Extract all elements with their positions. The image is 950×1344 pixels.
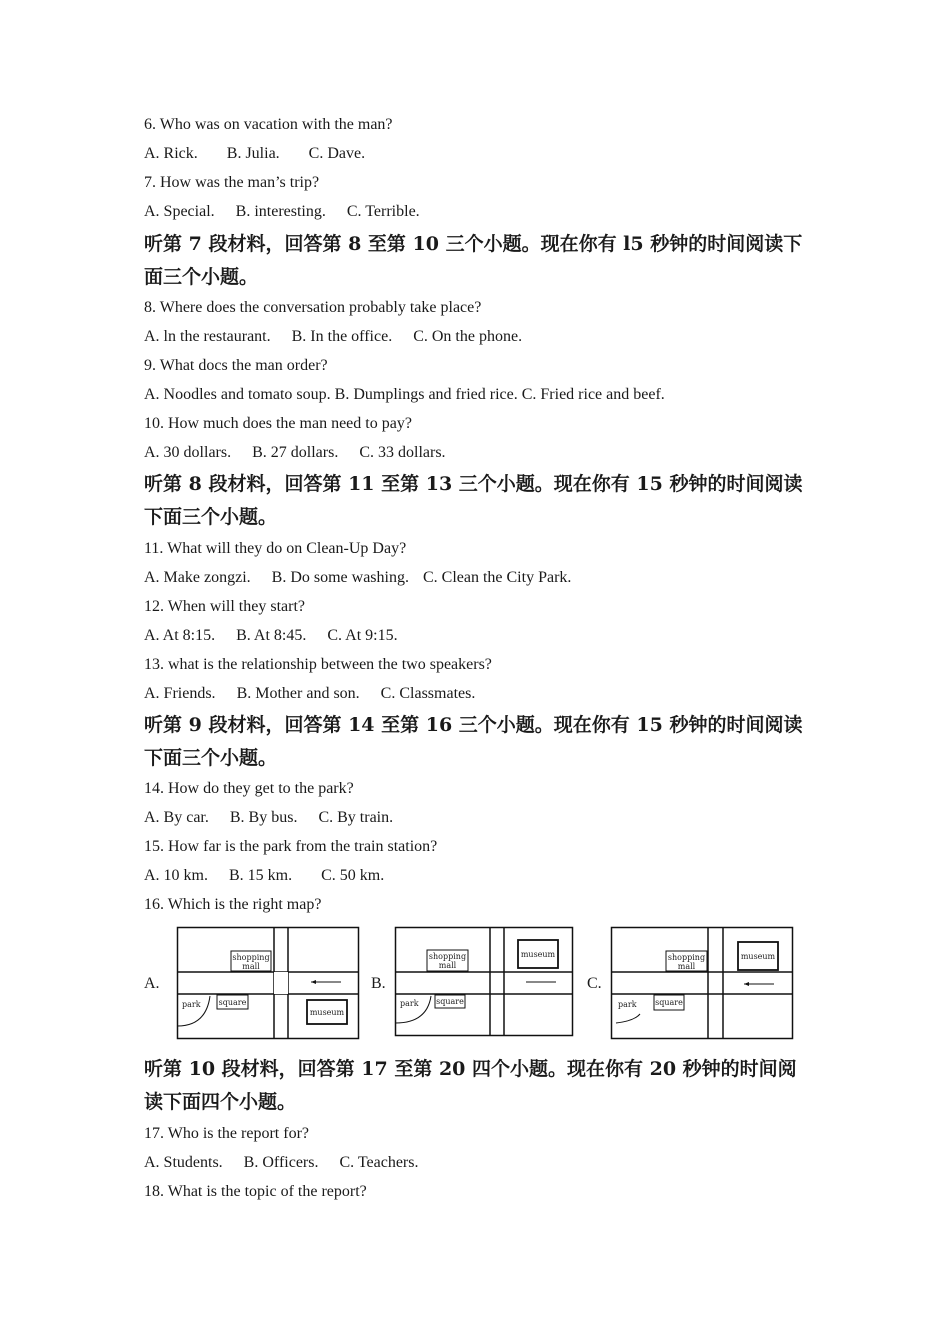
question-6: 6. Who was on vacation with the man? (144, 116, 393, 133)
park-label: park (618, 1000, 637, 1009)
option-a: A. Rick. (144, 145, 198, 162)
map-label-b: B. (371, 975, 386, 992)
map-label-c: C. (587, 975, 602, 992)
option-c: C. On the phone. (413, 328, 523, 345)
question-14-options (144, 808, 393, 828)
option-b: B. At 8:45. (236, 627, 307, 644)
question-7: 7. How was the man’s trip? (144, 174, 320, 191)
option-b: B. Officers. (243, 1154, 319, 1171)
option-c: C. Teachers. (339, 1154, 419, 1171)
option-b: B. Do some washing. (271, 569, 409, 586)
option-c: C. Classmates. (380, 685, 476, 702)
shopping-label: shopping (667, 953, 706, 962)
section-8-instruction: 听第 8 段材料，回答第 11 至第 13 三个小题。现在你有 15 秒钟的时间阅读下面三个小题。 (144, 473, 803, 528)
option-b: B. By bus. (229, 809, 298, 826)
map-a (176, 926, 360, 1040)
square-label: square (655, 998, 683, 1007)
question-11: 11. What will they do on Clean-Up Day? (144, 540, 407, 557)
option-c: C. By train. (318, 809, 394, 826)
map-b-drawing (394, 926, 574, 1040)
question-15: 15. How far is the park from the train station? (144, 838, 438, 855)
option-c: C. Clean the City Park. (422, 569, 572, 586)
option-a: A. ln the restaurant. (144, 328, 271, 345)
map-a-drawing (176, 926, 360, 1040)
question-9-options: A. Noodles and tomato soup. B. Dumplings and fried rice. C. Fried rice and beef. (144, 386, 665, 403)
option-c: C. Dave. (308, 145, 366, 162)
map-b (394, 926, 574, 1040)
option-b: B. 27 dollars. (252, 444, 339, 461)
museum-label: museum (309, 1008, 345, 1017)
mall-label: mall (677, 962, 696, 971)
option-a: A. At 8:15. (144, 627, 216, 644)
option-b: B. Mother and son. (236, 685, 360, 702)
museum-label: museum (740, 952, 776, 961)
square-label: square (218, 998, 247, 1007)
option-c: C. 33 dollars. (359, 444, 446, 461)
question-11-options (144, 568, 571, 588)
map-c (610, 926, 794, 1040)
option-c: C. Terrible. (346, 203, 420, 220)
question-10-options (144, 443, 446, 463)
map-options (144, 926, 824, 1042)
shopping-label: shopping (232, 953, 270, 962)
option-b: B. interesting. (235, 203, 326, 220)
question-7-options (144, 202, 420, 222)
question-13-options (144, 684, 475, 704)
question-17-options (144, 1153, 418, 1173)
square-label: square (436, 997, 464, 1006)
question-8-options (144, 327, 522, 347)
park-label: park (182, 1000, 201, 1009)
option-a: A. Special. (144, 203, 215, 220)
museum-label: museum (520, 950, 556, 959)
question-8: 8. Where does the conversation probably take place? (144, 299, 482, 316)
shopping-label: shopping (428, 952, 467, 961)
mall-label: mall (438, 961, 457, 970)
map-c-drawing (610, 926, 794, 1040)
option-c: C. At 9:15. (327, 627, 398, 644)
map-label-a: A. (144, 975, 160, 992)
question-12-options (144, 626, 398, 646)
option-a: A. Friends. (144, 685, 216, 702)
question-17: 17. Who is the report for? (144, 1125, 309, 1142)
option-a: A. 10 km. (144, 867, 208, 884)
question-18: 18. What is the topic of the report? (144, 1183, 367, 1200)
option-b: B. 15 km. (229, 867, 293, 884)
mall-label: mall (242, 962, 260, 971)
section-9-instruction: 听第 9 段材料，回答第 14 至第 16 三个小题。现在你有 15 秒钟的时间阅读下面三个小题。 (144, 714, 803, 769)
option-b: B. Julia. (226, 145, 280, 162)
question-6-options (144, 144, 365, 164)
option-a: A. Students. (144, 1154, 223, 1171)
question-13: 13. what is the relationship between the two speakers? (144, 656, 492, 673)
option-a: A. Make zongzi. (144, 569, 251, 586)
question-16: 16. Which is the right map? (144, 896, 322, 913)
question-12: 12. When will they start? (144, 598, 305, 615)
option-c: C. 50 km. (321, 867, 385, 884)
option-a: A. By car. (144, 809, 209, 826)
option-b: B. In the office. (291, 328, 393, 345)
question-9: 9. What docs the man order? (144, 357, 328, 374)
section-10-instruction: 听第 10 段材料，回答第 17 至第 20 四个小题。现在你有 20 秒钟的时间阅读下面四个小题。 (144, 1058, 797, 1113)
question-10: 10. How much does the man need to pay? (144, 415, 412, 432)
question-15-options (144, 866, 384, 886)
park-label: park (400, 999, 419, 1008)
option-a: A. 30 dollars. (144, 444, 232, 461)
section-7-instruction: 听第 7 段材料，回答第 8 至第 10 三个小题。现在你有 l5 秒钟的时间阅读下面三个小题。 (144, 233, 803, 288)
question-14: 14. How do they get to the park? (144, 780, 354, 797)
